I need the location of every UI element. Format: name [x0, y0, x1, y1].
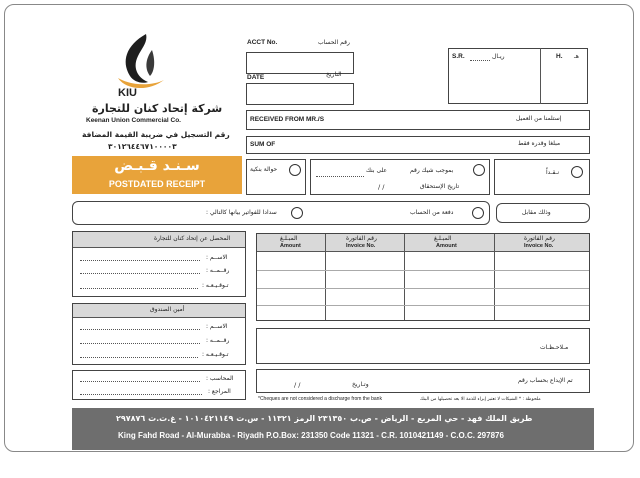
collector-signature-label: تـوقـيـعـه : [202, 282, 229, 289]
notes-label: مـلاحـظـات [540, 344, 569, 351]
riyal-label: ريـال [492, 53, 505, 60]
invoices-label: سدادا للفواتير بيانها كالتالي : [206, 209, 277, 216]
accountant-label: المحاسب : [206, 375, 234, 382]
receipt-title-en: POSTDATED RECEIPT [108, 179, 206, 189]
halala-label: H. [556, 53, 563, 60]
cashier-name-line[interactable] [80, 329, 200, 330]
auditor-line[interactable] [80, 394, 202, 395]
halala-label-ar: هـ [574, 53, 579, 60]
acct-no-label-ar: رقم الحساب [318, 39, 350, 46]
collector-number-label: رقــمــه : [206, 267, 230, 274]
logo-text: KIU [118, 87, 137, 99]
right-invoice-header-en: Invoice No. [524, 243, 554, 249]
company-name-en: Keenan Union Commercial Co. [86, 117, 181, 124]
right-amount-header-en: Amount [436, 243, 457, 249]
cashier-signature-label: تـوقـيـعـه : [202, 351, 229, 358]
on-account-label: دفعة من الحساب [410, 209, 454, 216]
footer-address-en: King Fahd Road - Al-Murabba - Riyadh P.O.Box: 231350 Code 11321 - C.R. 1010421149 - C.O.C. 297876 [118, 431, 504, 440]
table-row-line-3 [257, 305, 589, 306]
date-field[interactable] [246, 83, 354, 105]
cashier-name-label: الاســم : [206, 323, 228, 330]
cheque-note-en: *Cheques are not considered a discharge from the bank [258, 396, 382, 402]
accountant-line[interactable] [80, 381, 200, 382]
deposit-date-slashes: / / [294, 381, 301, 389]
acct-no-label: ACCT No. [247, 39, 278, 46]
col-divider-1 [325, 234, 326, 320]
cheque-number-label: بموجب شيك رقم [410, 167, 454, 174]
col-divider-3 [494, 234, 495, 320]
due-date-slashes: / / [378, 183, 385, 191]
footer-address-ar: طريق الملك فهد - حي المربع - الرياض - ص.ب ٢٣١٣٥٠ الرمز ١١٣٢١ - س.ت ١٠١٠٤٢١١٤٩ - غ.ت.ت ٢٩٧٨٧٦ [116, 414, 533, 423]
in-return-label: وذلك مقابل [522, 209, 551, 216]
received-from-label: RECEIVED FROM MR./S [250, 116, 325, 123]
due-date-label: تاريخ الإستحقاق [420, 183, 460, 190]
right-invoice-header: رقم الفاتورة [524, 235, 555, 242]
cheque-note-ar: ملحوظة : * الشيكات لا تعتبر إبراء للذمة الا بعد تحصيلها من البنك [420, 397, 541, 402]
received-from-label-ar: إستلمنا من العميل [516, 115, 562, 122]
auditor-label: المراجع : [208, 388, 231, 395]
cash-radio[interactable] [571, 166, 583, 178]
cashier-title: أمين الصندوق [150, 306, 185, 313]
right-amount-header: المبـلـغ [434, 235, 452, 242]
vat-number: ٣٠١٢٦٤٤٦٧١٠٠٠٠٣ [108, 142, 177, 151]
collector-number-line[interactable] [80, 273, 200, 274]
bank-transfer-label: حوالة بنكية [250, 166, 278, 173]
deposit-date-label: وتـاريخ [352, 381, 369, 388]
bank-transfer-radio[interactable] [289, 164, 301, 176]
sum-of-label-ar: مبلغا وقدره فقط [518, 140, 561, 147]
company-name-ar: شركة إتحاد كنان للتجارة [92, 102, 223, 115]
on-bank-label: على بنك [366, 167, 388, 174]
receipt-title-ar: سـنـد قـبـض [114, 158, 200, 174]
riyal-line [470, 60, 490, 61]
table-row-line-1 [257, 270, 589, 271]
sr-label: S.R. [452, 53, 465, 60]
collector-title: المحصل عن إتحاد كنان للتجارة [154, 235, 231, 242]
vat-label: رقم التسجيل في ضريبة القيمة المضافة [82, 130, 230, 139]
collector-name-label: الاســم : [206, 254, 228, 261]
left-invoice-header: رقم الفاتورة [346, 235, 377, 242]
date-label: DATE [247, 74, 265, 81]
date-label-ar: التاريخ [326, 71, 342, 78]
cashier-number-label: رقــمــه : [206, 337, 230, 344]
collector-signature-line[interactable] [80, 288, 198, 289]
left-amount-header-en: Amount [280, 243, 301, 249]
left-invoice-header-en: Invoice No. [346, 243, 376, 249]
collector-name-line[interactable] [80, 260, 200, 261]
table-row-line-2 [257, 288, 589, 289]
halala-amount-field[interactable] [541, 66, 587, 102]
cheque-number-line [316, 176, 364, 177]
cheque-radio[interactable] [473, 164, 485, 176]
invoices-radio[interactable] [291, 207, 303, 219]
cashier-signature-line[interactable] [80, 357, 198, 358]
on-account-radio[interactable] [472, 207, 484, 219]
riyal-amount-field[interactable] [449, 66, 539, 102]
cashier-number-line[interactable] [80, 343, 200, 344]
cheque-option[interactable] [310, 159, 490, 195]
col-divider-2 [404, 234, 405, 320]
left-amount-header: المبـلـغ [280, 235, 298, 242]
sum-of-label: SUM OF [250, 141, 276, 148]
deposit-account-label: تم الإيداع بحساب رقم [518, 377, 573, 384]
cash-label: نـقـداً [546, 169, 560, 176]
